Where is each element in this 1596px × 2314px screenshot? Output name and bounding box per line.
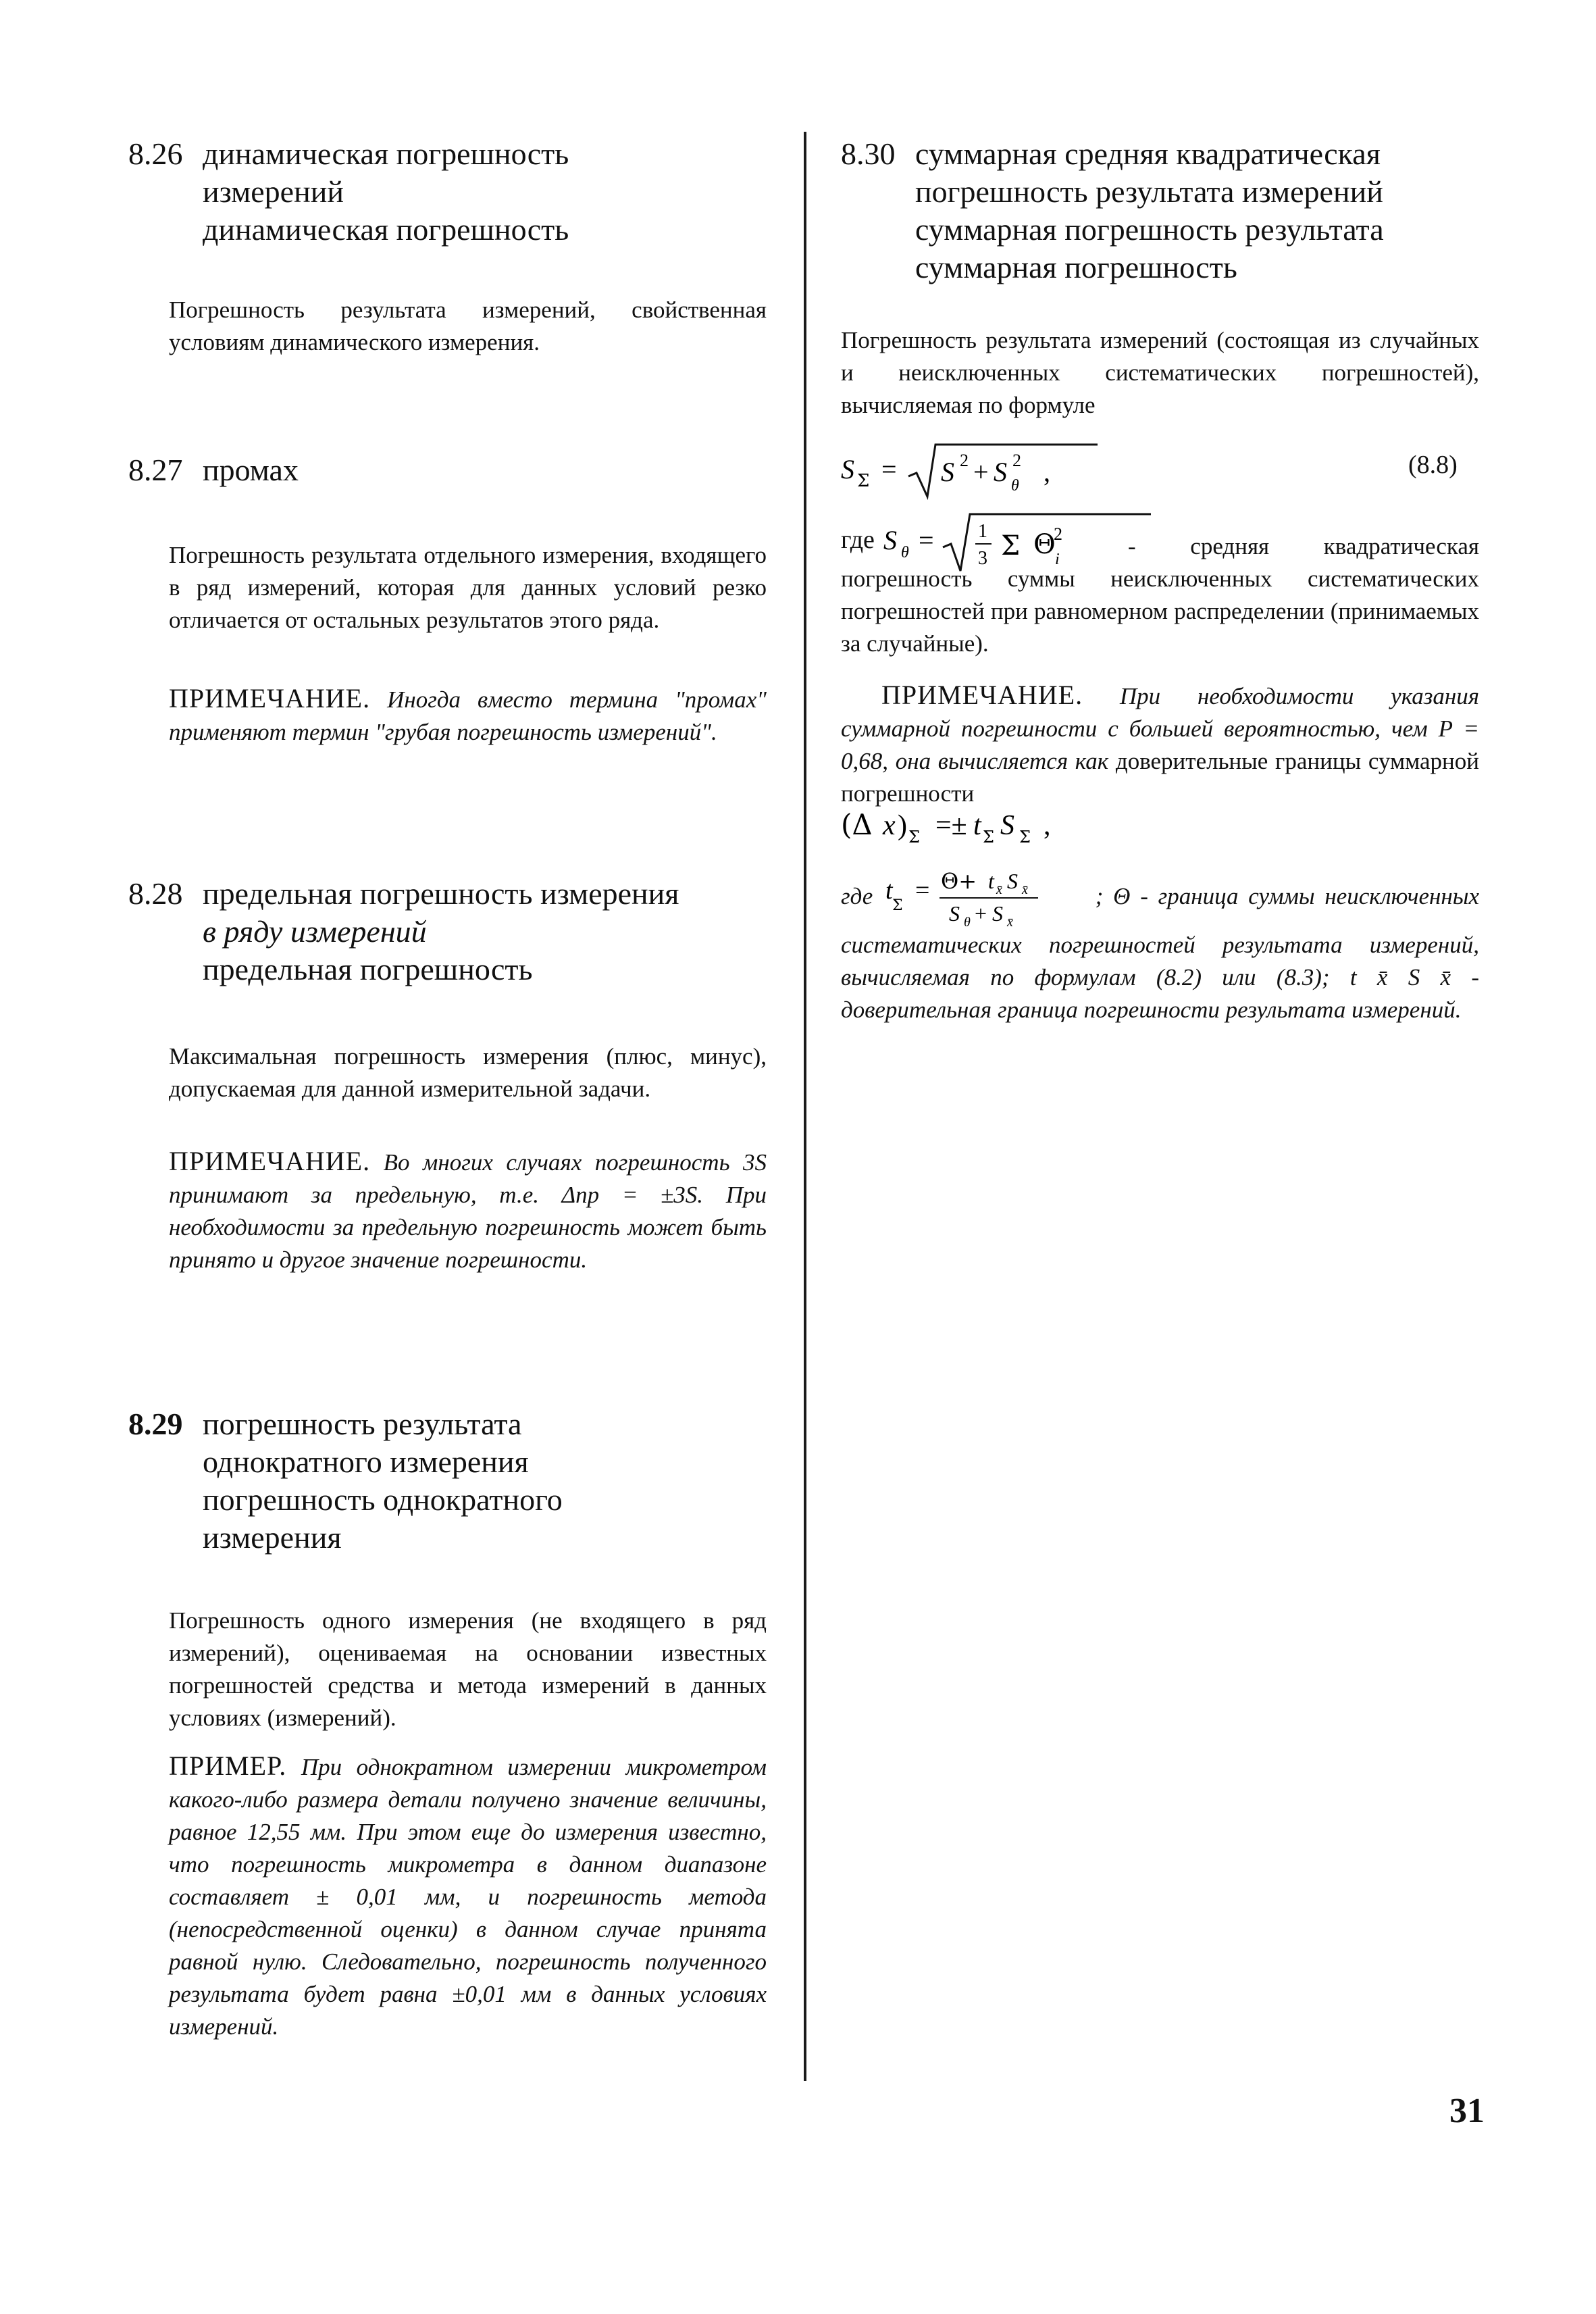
svg-text:(Δ: (Δ xyxy=(841,808,873,841)
term-8-27 xyxy=(128,451,299,489)
svg-text:x̄: x̄ xyxy=(996,882,1002,897)
term-line: погрешность результата xyxy=(203,1407,522,1441)
svg-text:+: + xyxy=(973,457,989,487)
formula-delta xyxy=(841,801,1125,848)
note-text: Иногда вместо термина "промах" применяют термин "грубая погрешность измерений". xyxy=(169,686,767,745)
svg-text:S: S xyxy=(994,457,1007,487)
term-line: в ряду измерений xyxy=(203,914,427,949)
svg-text:t: t xyxy=(973,810,981,841)
term-8-26 xyxy=(128,135,569,249)
definition-8-28: Максимальная погрешность измерения (плюс, минус), допускаемая для данной измерительной задачи. xyxy=(169,1043,767,1102)
svg-text:t: t xyxy=(988,869,994,893)
term-number: 8.26 xyxy=(128,136,183,171)
example-8-29 xyxy=(169,1750,767,2043)
note-where-prefix: где xyxy=(841,883,873,910)
page-number: 31 xyxy=(1449,2092,1485,2130)
svg-text:Θ+: Θ+ xyxy=(941,868,977,894)
term-number: 8.29 xyxy=(128,1407,183,1441)
svg-text:): ) xyxy=(898,810,907,841)
note-text: Во многих случаях погрешность 3S принимают за предельную, т.е. Δпр = ±3S. При необходимости за предельную погрешность может быть принято и другое значение погрешности. xyxy=(169,1149,767,1273)
definition-8-30: Погрешность результата измерений (состоящая из случайных и неисключенных систематических погрешностей), вычисляемая по формуле xyxy=(841,327,1479,418)
note-8-27 xyxy=(169,682,767,749)
svg-text:2: 2 xyxy=(960,451,969,470)
term-8-28 xyxy=(128,875,679,988)
note-text: При необходимости указания суммарной погрешности с большей вероятностью, чем P = 0,68, она вычисляется как xyxy=(841,683,1480,774)
svg-text:θ: θ xyxy=(1011,477,1019,495)
svg-text:,: , xyxy=(1044,810,1051,841)
svg-text:x̄: x̄ xyxy=(1007,915,1013,929)
note-where-8-30 xyxy=(841,868,1479,1026)
note-label: ПРИМЕЧАНИЕ. xyxy=(169,683,371,713)
example-label: ПРИМЕР. xyxy=(169,1751,287,1781)
svg-text:Σ: Σ xyxy=(1019,828,1031,847)
svg-text:+: + xyxy=(975,901,987,926)
term-line: динамическая погрешность xyxy=(203,212,569,247)
note-8-30 xyxy=(841,679,1479,810)
formula-delta-x xyxy=(841,801,1125,859)
term-line: предельная погрешность xyxy=(203,952,533,986)
formula-sum-sqrt xyxy=(841,439,1125,500)
term-line: однократного измерения xyxy=(203,1444,529,1479)
term-line: измерений xyxy=(203,174,344,209)
svg-text:S: S xyxy=(1000,810,1014,841)
term-line: измерения xyxy=(203,1520,342,1555)
svg-text:x̄: x̄ xyxy=(1022,882,1028,897)
term-line: предельная погрешность измерения xyxy=(203,876,679,911)
definition-8-27: Погрешность результата отдельного измерения, входящего в ряд измерений, которая для данных условий резко отличается от остальных результатов этого ряда. xyxy=(169,542,767,633)
svg-text:t: t xyxy=(885,876,893,905)
where-text: - средняя квадратическая погрешность суммы неисключенных систематических погрешностей при равномерном распределении (принимаемых за случайные). xyxy=(841,533,1479,657)
term-line: промах xyxy=(203,453,299,487)
svg-text:=: = xyxy=(881,454,897,484)
svg-text:S: S xyxy=(941,457,954,487)
term-8-30 xyxy=(841,135,1384,286)
svg-text:Σ: Σ xyxy=(857,471,870,491)
svg-text:2: 2 xyxy=(1054,524,1063,544)
svg-text:S: S xyxy=(1007,869,1019,893)
svg-text:3: 3 xyxy=(978,548,988,569)
definition-8-26: Погрешность результата измерений, свойственная условиям динамического измерения. xyxy=(169,297,767,355)
svg-text:Σ: Σ xyxy=(1001,530,1021,561)
note-rest: ; Θ - граница суммы неисключенных систематических погрешностей результата измерений, вычисляемая по формулам (8.2) или (8.3); t x̄ S x̄ - доверительная граница погрешности результата измерений. xyxy=(841,883,1480,1023)
term-line: динамическая погрешность xyxy=(203,136,569,171)
svg-text:S: S xyxy=(992,901,1004,926)
definition-8-29: Погрешность одного измерения (не входящего в ряд измерений), оцениваемая на основании известных погрешностей средства и метода измерений в данных условиях (измерений). xyxy=(169,1607,767,1731)
term-line: погрешность однократного xyxy=(203,1482,563,1517)
note-text-2: доверительные границы суммарной погрешности xyxy=(841,748,1479,807)
svg-text:=: = xyxy=(915,876,930,905)
where-prefix: где xyxy=(841,526,875,555)
note-label: ПРИМЕЧАНИЕ. xyxy=(881,680,1083,710)
svg-text:=±: =± xyxy=(935,810,967,841)
example-text: При однократном измерении микрометром какого-либо размера детали получено значение величины, равное 12,55 мм. При этом еще до измерения известно, что погрешность микрометра в данном диапазоне составляет ± 0,01 мм, и погрешность метода (непосредственной оценки) в данном случае принята равной нулю. Следовательно, погрешность полученного результата будет равна ±0,01 мм в данных условиях измерений. xyxy=(169,1754,767,2040)
term-number: 8.27 xyxy=(128,453,183,487)
svg-text:Σ: Σ xyxy=(908,828,920,847)
term-number: 8.30 xyxy=(841,136,896,171)
svg-text:S: S xyxy=(883,525,898,555)
svg-text:θ: θ xyxy=(964,915,971,929)
svg-text:θ: θ xyxy=(901,544,910,561)
svg-text:2: 2 xyxy=(1012,451,1021,470)
svg-text:S: S xyxy=(949,901,960,926)
svg-text:S: S xyxy=(841,454,854,484)
term-line: суммарная средняя квадратическая xyxy=(915,136,1381,171)
formula-8-8 xyxy=(841,439,1125,500)
term-line: погрешность результата измерений xyxy=(915,174,1383,209)
term-8-29 xyxy=(128,1405,563,1557)
term-line: суммарная погрешность xyxy=(915,250,1237,284)
svg-text:i: i xyxy=(1055,551,1060,568)
svg-text:Σ: Σ xyxy=(892,897,903,914)
svg-text:x: x xyxy=(883,810,896,841)
formula-t-sum xyxy=(883,868,1085,929)
svg-text:Σ: Σ xyxy=(983,828,994,847)
term-number: 8.28 xyxy=(128,876,183,911)
column-divider xyxy=(804,132,806,2081)
svg-text:=: = xyxy=(919,525,934,555)
note-label: ПРИМЕЧАНИЕ. xyxy=(169,1146,371,1176)
equation-number: (8.8) xyxy=(1408,451,1458,479)
svg-text:,: , xyxy=(1044,457,1050,487)
svg-text:1: 1 xyxy=(978,521,988,542)
svg-text:Θ: Θ xyxy=(1033,529,1056,560)
term-line: суммарная погрешность результата xyxy=(915,212,1384,247)
note-8-28 xyxy=(169,1145,767,1276)
